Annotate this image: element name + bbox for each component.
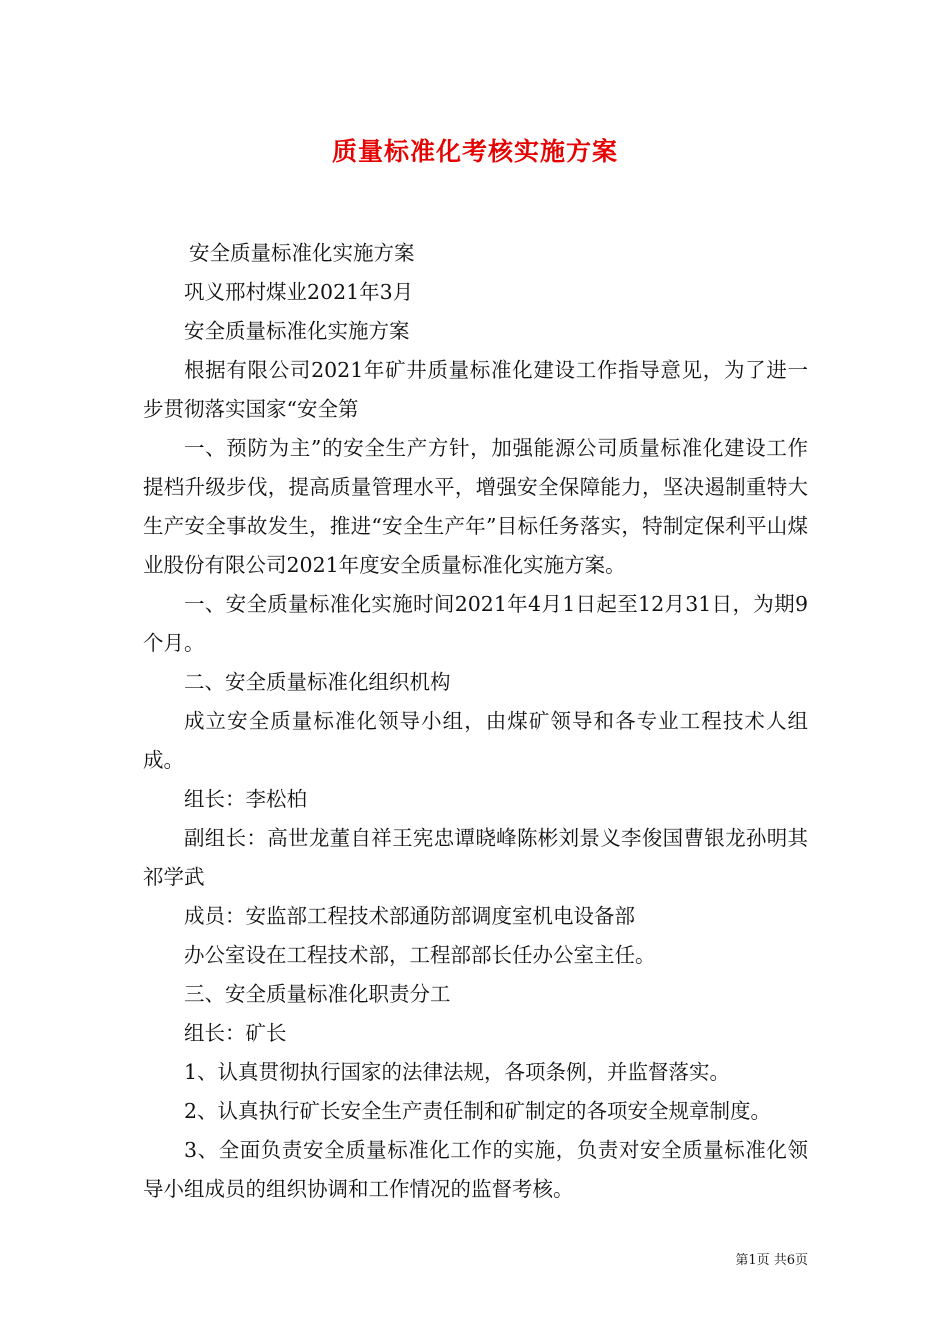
document-title: 质量标准化考核实施方案 xyxy=(331,137,618,166)
paragraph: 1、认真贯彻执行国家的法律法规，各项条例，并监督落实。 xyxy=(184,1060,731,1084)
paragraph: 安全质量标准化实施方案 xyxy=(189,241,415,265)
paragraph: 三、安全质量标准化职责分工 xyxy=(184,982,451,1006)
paragraph: 成立安全质量标准化领导小组，由煤矿领导和各专业工程技术人组成。 xyxy=(143,709,808,772)
paragraph: 二、安全质量标准化组织机构 xyxy=(184,670,451,694)
paragraph: 副组长：高世龙董自祥王宪忠谭晓峰陈彬刘景义李俊国曹银龙孙明其祁学武 xyxy=(143,826,808,889)
paragraph: 巩义邢村煤业2021年3月 xyxy=(184,280,414,304)
document-body xyxy=(143,234,808,1209)
paragraph: 成员：安监部工程技术部通防部调度室机电设备部 xyxy=(184,904,635,928)
paragraph: 安全质量标准化实施方案 xyxy=(184,319,410,343)
paragraph: 办公室设在工程技术部，工程部部长任办公室主任。 xyxy=(184,943,656,967)
paragraph: 组长：矿长 xyxy=(184,1021,287,1045)
page-number: 第1页 共6页 xyxy=(735,1253,808,1268)
paragraph: 一、预防为主”的安全生产方针，加强能源公司质量标准化建设工作提档升级步伐，提高质量管理水平，增强安全保障能力，坚决遏制重特大生产安全事故发生，推进“安全生产年”目标任务落实，特制定保利平山煤业股份有限公司2021年度安全质量标准化实施方案。 xyxy=(143,436,808,577)
paragraph: 3、全面负责安全质量标准化工作的实施，负责对安全质量标准化领导小组成员的组织协调和工作情况的监督考核。 xyxy=(143,1138,808,1201)
paragraph: 组长：李松柏 xyxy=(184,787,307,811)
paragraph: 一、安全质量标准化实施时间2021年4月1日起至12月31日，为期9个月。 xyxy=(143,592,808,655)
paragraph: 根据有限公司2021年矿井质量标准化建设工作指导意见，为了进一步贯彻落实国家“安全第 xyxy=(143,358,808,421)
paragraph: 2、认真执行矿长安全生产责任制和矿制定的各项安全规章制度。 xyxy=(184,1099,772,1123)
